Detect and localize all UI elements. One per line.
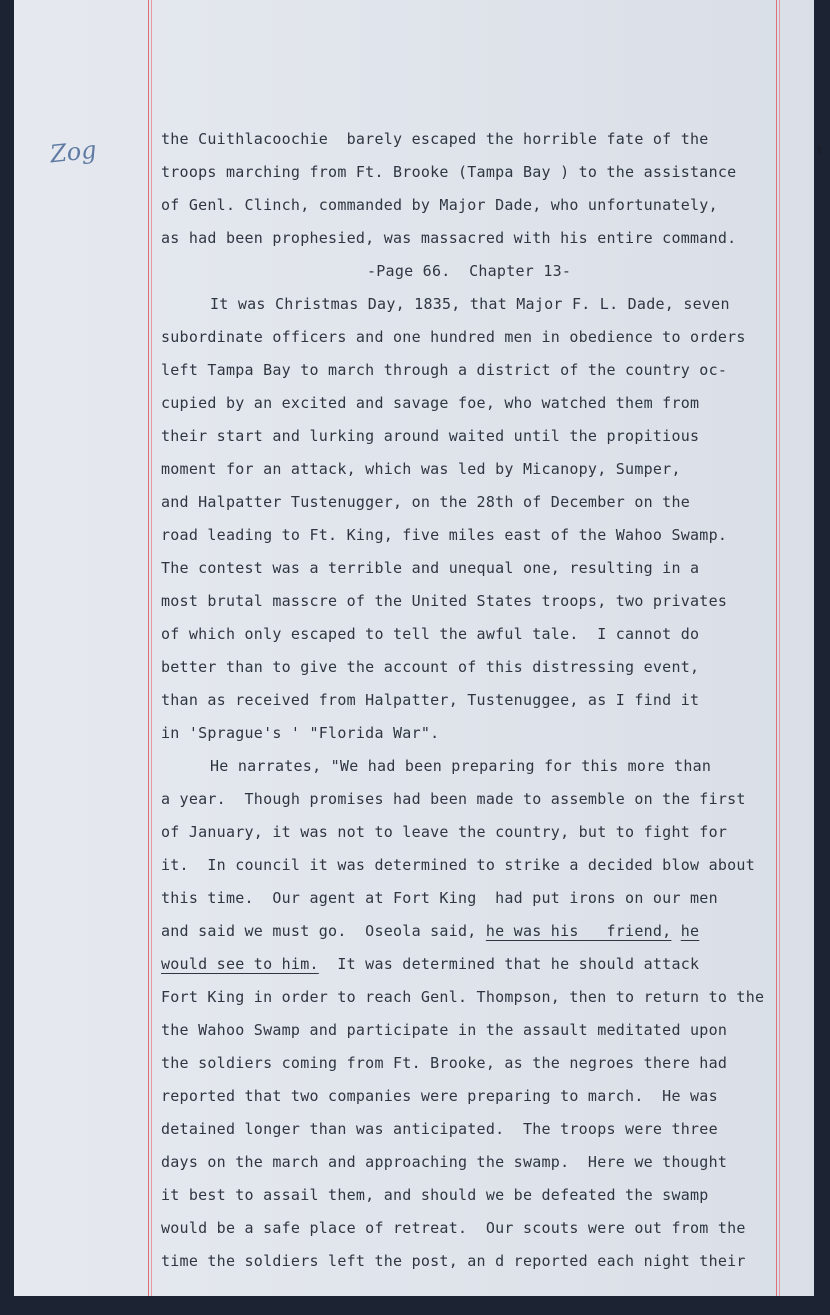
text-line [161, 955, 699, 973]
underlined-phrase: would see to him. [161, 955, 319, 973]
underlined-phrase: he [680, 922, 700, 940]
text-line: It was Christmas Day, 1835, that Major F. L. Dade, seven [210, 295, 730, 313]
edge-mark [818, 146, 821, 154]
text-line: would be a safe place of retreat. Our scouts were out from the [161, 1219, 746, 1237]
text-line: this time. Our agent at Fort King had put irons on our men [161, 889, 718, 907]
left-margin-rule [148, 0, 149, 1296]
text-line: The contest was a terrible and unequal one, resulting in a [161, 559, 700, 577]
text-line: in 'Sprague's ' "Florida War". [161, 724, 440, 742]
text-line: it. In council it was determined to strike a decided blow about [161, 856, 755, 874]
text-line: cupied by an excited and savage foe, who watched them from [161, 394, 700, 412]
text-line: better than to give the account of this distressing event, [161, 658, 700, 676]
text-line: subordinate officers and one hundred men in obedience to orders [161, 328, 746, 346]
text-segment: and said we must go. Oseola said, [161, 922, 477, 940]
left-margin-rule-inner [151, 0, 152, 1296]
text-line: detained longer than was anticipated. The troops were three [161, 1120, 718, 1138]
text-line: of which only escaped to tell the awful tale. I cannot do [161, 625, 700, 643]
text-line: moment for an attack, which was led by Micanopy, Sumper, [161, 460, 681, 478]
text-line: a year. Though promises had been made to assemble on the first [161, 790, 746, 808]
text-line: than as received from Halpatter, Tustenuggee, as I find it [161, 691, 700, 709]
text-line: of January, it was not to leave the country, but to fight for [161, 823, 728, 841]
text-line: left Tampa Bay to march through a district of the country oc- [161, 361, 728, 379]
text-line [161, 922, 699, 940]
text-line: as had been prophesied, was massacred with his entire command. [161, 229, 737, 247]
text-line: reported that two companies were preparing to march. He was [161, 1087, 718, 1105]
text-line: and Halpatter Tustenugger, on the 28th of December on the [161, 493, 691, 511]
underlined-phrase: he was his friend, [485, 922, 672, 940]
text-line: the Wahoo Swamp and participate in the assault meditated upon [161, 1021, 728, 1039]
text-line: of Genl. Clinch, commanded by Major Dade, who unfortunately, [161, 196, 718, 214]
text-line: days on the march and approaching the swamp. Here we thought [161, 1153, 728, 1171]
text-line: the Cuithlacoochie barely escaped the horrible fate of the [161, 130, 709, 148]
text-line: troops marching from Ft. Brooke (Tampa Bay ) to the assistance [161, 163, 737, 181]
text-line: it best to assail them, and should we be defeated the swamp [161, 1186, 709, 1204]
right-margin-rule-inner [779, 0, 780, 1296]
text-line: road leading to Ft. King, five miles east of the Wahoo Swamp. [161, 526, 728, 544]
text-line: Fort King in order to reach Genl. Thompson, then to return to the [161, 988, 765, 1006]
text-line: the soldiers coming from Ft. Brooke, as the negroes there had [161, 1054, 728, 1072]
right-margin-rule [776, 0, 777, 1296]
text-line: He narrates, "We had been preparing for this more than [210, 757, 712, 775]
handwritten-page-note: Zog [48, 135, 98, 169]
text-line: their start and lurking around waited until the propitious [161, 427, 700, 445]
text-segment: It was determined that he should attack [337, 955, 700, 973]
text-line: time the soldiers left the post, an d reported each night their [161, 1252, 746, 1270]
text-line: most brutal masscre of the United States troops, two privates [161, 592, 728, 610]
chapter-heading: -Page 66. Chapter 13- [367, 262, 572, 280]
